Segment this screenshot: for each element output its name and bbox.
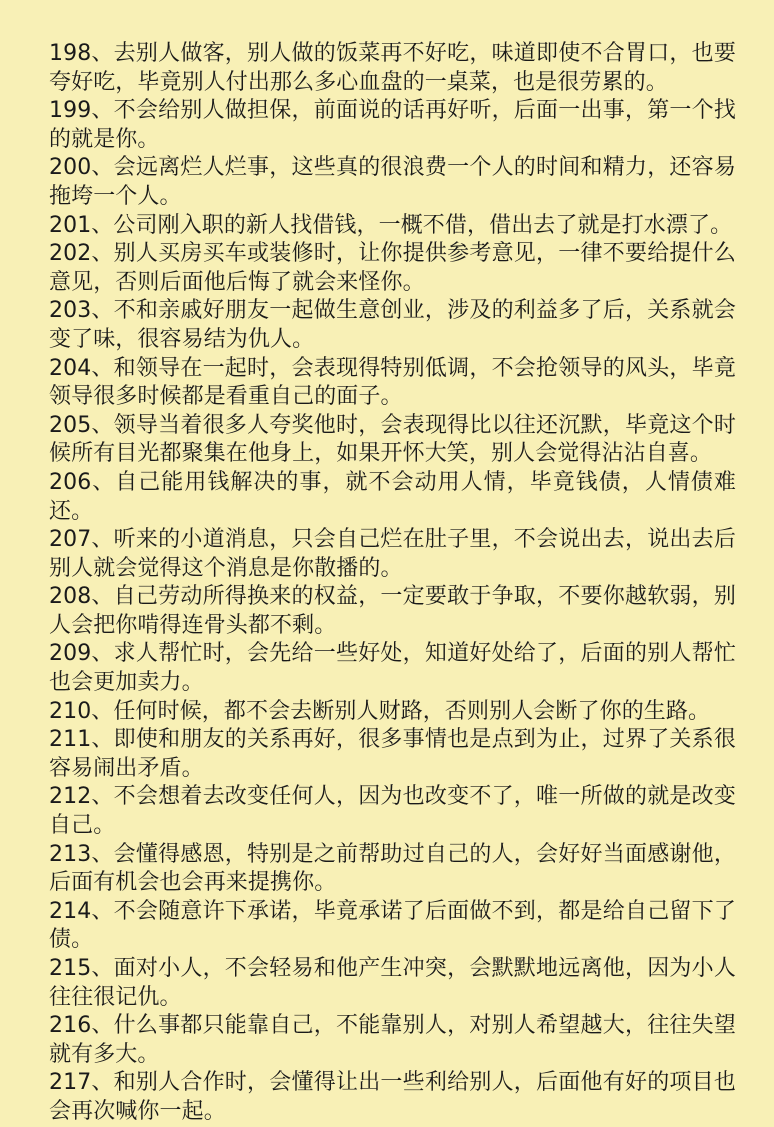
list-item: 209、求人帮忙时，会先给一些好处，知道好处给了，后面的别人帮忙也会更加卖力。 <box>49 641 736 696</box>
list-item: 214、不会随意许下承诺，毕竟承诺了后面做不到，都是给自己留下了债。 <box>49 898 736 953</box>
list-item: 217、和别人合作时，会懂得让出一些利给别人，后面他有好的项目也会再次喊你一起。 <box>49 1070 736 1124</box>
list-item: 215、面对小人，不会轻易和他产生冲突，会默默地远离他，因为小人往往很记仇。 <box>49 956 736 1010</box>
list-item: 199、不会给别人做担保，前面说的话再好听，后面一出事，第一个找的就是你。 <box>49 98 736 152</box>
list-item: 213、会懂得感恩，特别是之前帮助过自己的人，会好好当面感谢他，后面有机会也会再来提携你。 <box>49 841 736 896</box>
list-item: 206、自己能用钱解决的事，就不会动用人情，毕竟钱债，人情债难还。 <box>49 469 736 524</box>
list-item: 210、任何时候，都不会去断别人财路，否则别人会断了你的生路。 <box>49 698 711 724</box>
list-item: 203、不和亲戚好朋友一起做生意创业，涉及的利益多了后，关系就会变了味，很容易结为仇人。 <box>49 298 736 352</box>
list-item: 207、听来的小道消息，只会自己烂在肚子里，不会说出去，说出去后别人就会觉得这个消息是你散播的。 <box>49 527 736 581</box>
list-item: 201、公司刚入职的新人找借钱，一概不借，借出去了就是打水漂了。 <box>49 212 733 238</box>
list-item: 200、会远离烂人烂事，这些真的很浪费一个人的时间和精力，还容易拖垮一个人。 <box>49 155 736 209</box>
list-item: 216、什么事都只能靠自己，不能靠别人，对别人希望越大，往往失望就有多大。 <box>49 1013 736 1067</box>
list-item: 204、和领导在一起时，会表现得特别低调，不会抢领导的风头，毕竟领导很多时候都是看重自己的面子。 <box>49 355 736 410</box>
list-item: 202、别人买房买车或装修时，让你提供参考意见，一律不要给提什么意见，否则后面他后悔了就会来怪你。 <box>49 241 736 295</box>
list-item: 208、自己劳动所得换来的权益，一定要敢于争取，不要你越软弱，别人会把你啃得连骨头都不剩。 <box>49 584 736 638</box>
list-item: 205、领导当着很多人夸奖他时，会表现得比以往还沉默，毕竟这个时候所有目光都聚集在他身上，如果开怀大笑，别人会觉得沾沾自喜。 <box>49 412 736 467</box>
tips-list <box>49 40 736 1127</box>
list-item: 212、不会想着去改变任何人，因为也改变不了，唯一所做的就是改变自己。 <box>49 784 736 839</box>
list-item: 198、去别人做客，别人做的饭菜再不好吃，味道即使不合胃口，也要夸好吃，毕竟别人付出那么多心血盘的一桌菜，也是很劳累的。 <box>49 41 736 95</box>
list-item: 211、即使和朋友的关系再好，很多事情也是点到为止，过界了关系很容易闹出矛盾。 <box>49 727 736 781</box>
